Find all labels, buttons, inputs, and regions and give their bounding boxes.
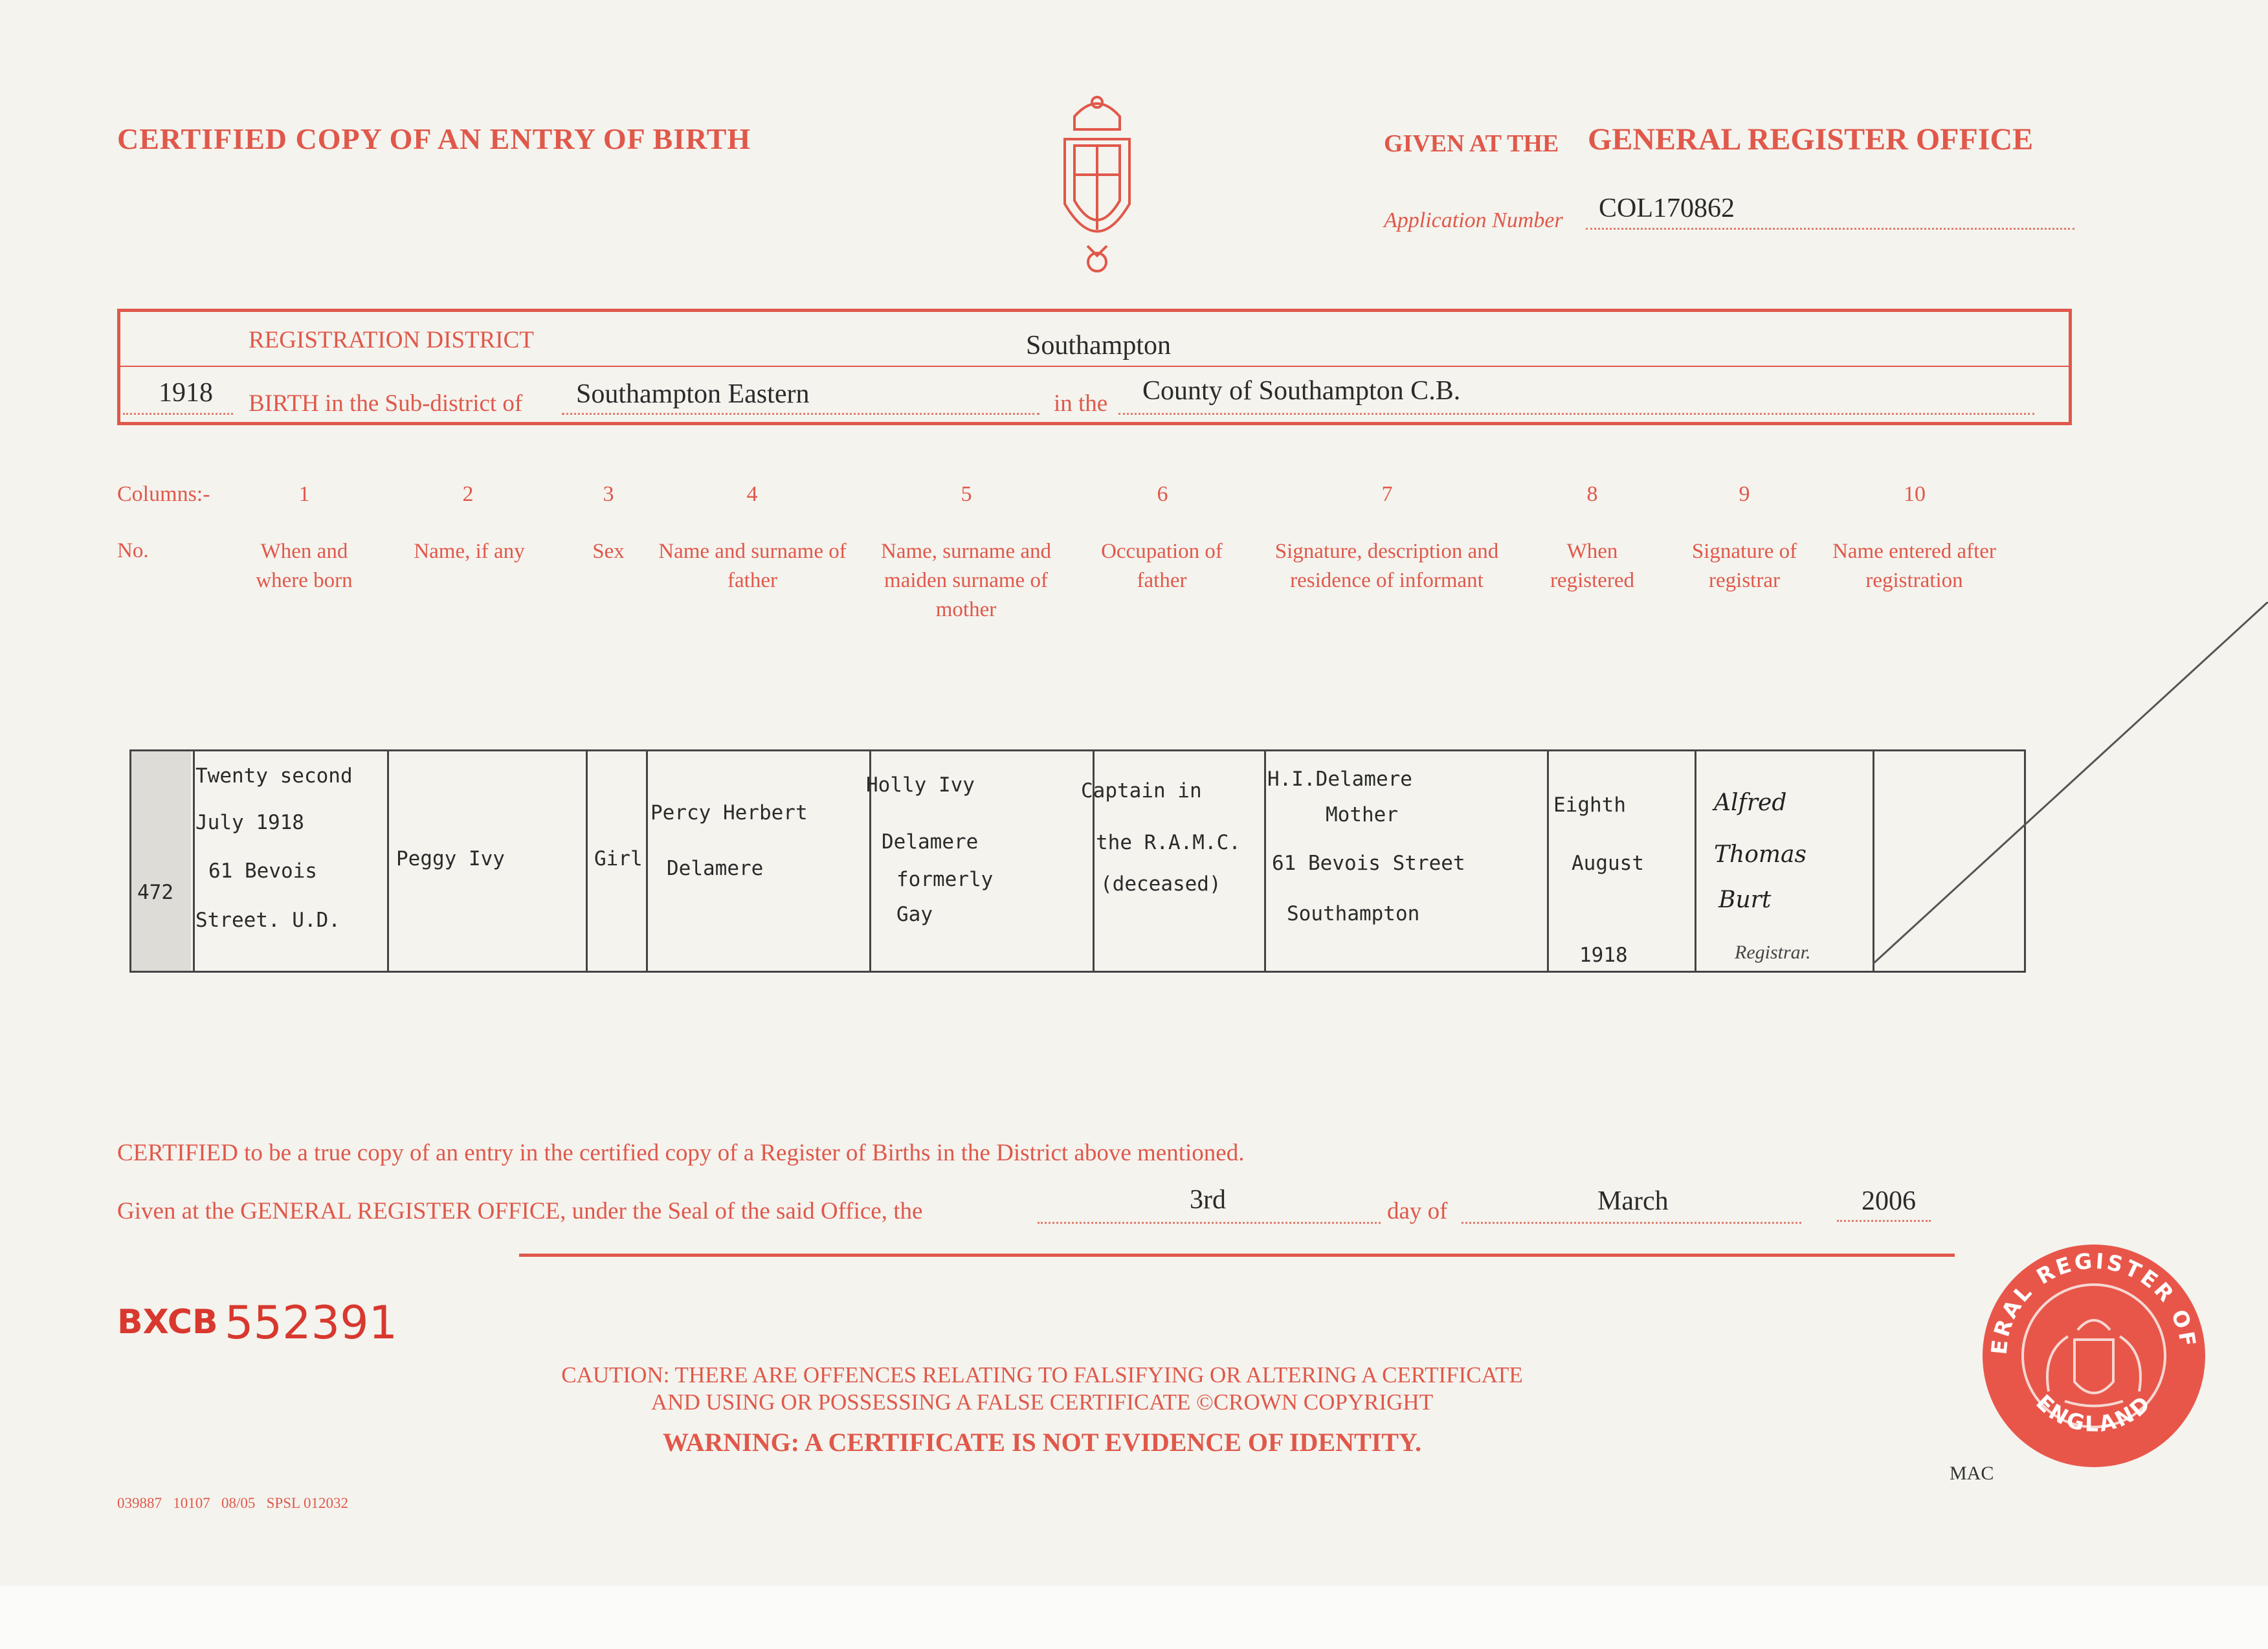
year-dotted-line	[123, 413, 233, 415]
col-when-where-born-header: When and where born	[256, 540, 353, 592]
columns-label: Columns:-	[117, 482, 210, 506]
col-name-after-registration-header: Name entered after registration	[1832, 540, 1996, 592]
registered-line: 1918	[1579, 944, 1628, 967]
col-when-registered-header: When registered	[1550, 540, 1635, 592]
scan-margin	[0, 1586, 2268, 1649]
table-border	[646, 749, 648, 973]
serial-prefix: BXCB	[117, 1303, 218, 1342]
registration-district-value: Southampton	[1026, 331, 1172, 360]
examiner-initials: MAC	[1950, 1463, 1994, 1484]
office-title: GENERAL REGISTER OFFICE	[1588, 122, 2034, 157]
sub-district-value: Southampton Eastern	[576, 379, 810, 409]
column-number: 9	[1739, 482, 1750, 506]
county-value: County of Southampton C.B.	[1142, 376, 1461, 406]
mother-name-line: formerly	[896, 868, 994, 891]
when-where-born-line: Street. U.D.	[195, 909, 340, 932]
application-number-label: Application Number	[1384, 208, 1563, 232]
seal-emblem-icon	[1981, 1243, 2207, 1469]
given-at-label: GIVEN AT THE	[1384, 130, 1559, 157]
when-where-born-line: Twenty second	[195, 764, 353, 788]
father-occupation-line: (deceased)	[1100, 872, 1221, 896]
column-number: 6	[1157, 482, 1168, 506]
col-occupation-header: Occupation of father	[1101, 540, 1223, 592]
father-name-line: Delamere	[667, 857, 764, 880]
table-border	[1547, 749, 1549, 973]
sub-district-dotted-line	[562, 413, 1040, 415]
table-border	[193, 749, 195, 973]
column-number: 5	[961, 482, 972, 506]
given-at-statement: Given at the GENERAL REGISTER OFFICE, under the Seal of the said Office, the	[117, 1198, 923, 1224]
column-number: 7	[1381, 482, 1393, 506]
table-border	[1264, 749, 1266, 973]
father-name-line: Percy Herbert	[650, 801, 808, 825]
cancellation-line	[1873, 602, 2268, 964]
in-the-label: in the	[1054, 390, 1108, 417]
column-number: 4	[746, 482, 758, 506]
column-number: 8	[1586, 482, 1598, 506]
informant-line: Southampton	[1287, 902, 1420, 925]
registered-line: August	[1572, 852, 1644, 875]
certified-statement: CERTIFIED to be a true copy of an entry in the certified copy of a Register of Births in the District above mentioned.	[117, 1140, 1245, 1166]
registrar-signature-line: Burt	[1718, 887, 1772, 913]
mother-name-line: Delamere	[882, 830, 979, 854]
informant-line: H.I.Delamere	[1267, 768, 1412, 791]
month-dotted-line	[1462, 1222, 1801, 1224]
district-divider	[120, 366, 2069, 367]
when-where-born-line: 61 Bevois	[208, 859, 317, 883]
birth-year: 1918	[159, 378, 213, 408]
serial-number: 552391	[225, 1296, 398, 1349]
col-registrar-header: Signature of registrar	[1691, 540, 1797, 592]
table-border	[129, 749, 131, 973]
mother-name-line: Gay	[896, 903, 933, 926]
certificate-title: CERTIFIED COPY OF AN ENTRY OF BIRTH	[117, 122, 751, 155]
no-column-header: No.	[117, 539, 149, 562]
issue-year: 2006	[1862, 1186, 1916, 1216]
year-issue-dotted-line	[1837, 1220, 1931, 1222]
certification-rule	[519, 1254, 1955, 1257]
caution-line-1: CAUTION: THERE ARE OFFENCES RELATING TO FALSIFYING OR ALTERING A CERTIFICATE	[561, 1362, 1523, 1388]
entry-number: 472	[137, 881, 173, 904]
table-border	[387, 749, 389, 973]
entry-number-shaded-cell	[129, 749, 191, 971]
registrar-signature-line: Alfred	[1714, 790, 1787, 816]
form-codes: 039887 10107 08/05 SPSL 012032	[117, 1495, 348, 1511]
col-name-header: Name, if any	[414, 540, 525, 563]
county-dotted-line	[1118, 413, 2034, 415]
day-of-label: day of	[1387, 1198, 1448, 1224]
registration-district-label: REGISTRATION DISTRICT	[249, 327, 534, 353]
column-number: 2	[462, 482, 474, 506]
seal-top-text: ERAL REGISTER OF	[1986, 1248, 2201, 1356]
registrar-label: Registrar.	[1735, 942, 1811, 963]
registered-line: Eighth	[1553, 793, 1626, 817]
when-where-born-line: July 1918	[195, 811, 304, 834]
informant-line: 61 Bevois Street	[1272, 852, 1465, 875]
sub-district-label: BIRTH in the Sub-district of	[249, 390, 523, 417]
issue-day: 3rd	[1190, 1185, 1226, 1215]
mother-name-line: Holly Ivy	[866, 773, 975, 797]
column-number: 3	[603, 482, 614, 506]
column-number: 10	[1904, 482, 1926, 506]
column-number: 1	[298, 482, 310, 506]
royal-coat-of-arms-icon	[1049, 91, 1146, 278]
father-occupation-line: Captain in	[1081, 779, 1202, 802]
col-mother-header: Name, surname and maiden surname of mother	[881, 540, 1051, 621]
application-number-value: COL170862	[1599, 194, 1735, 223]
seal-bottom-text: ENGLAND	[2031, 1389, 2157, 1437]
col-father-header: Name and surname of father	[658, 540, 847, 592]
col-sex-header: Sex	[592, 540, 625, 563]
issue-month: March	[1597, 1186, 1669, 1216]
table-top-border	[129, 749, 2026, 751]
child-name: Peggy Ivy	[396, 847, 505, 870]
father-occupation-line: the R.A.M.C.	[1096, 831, 1241, 854]
gro-seal	[1981, 1243, 2207, 1469]
table-border	[1695, 749, 1696, 973]
table-bottom-border	[129, 971, 2026, 973]
day-dotted-line	[1038, 1222, 1381, 1224]
registrar-signature-line: Thomas	[1714, 841, 1807, 868]
caution-line-2: AND USING OR POSSESSING A FALSE CERTIFICATE ©CROWN COPYRIGHT	[650, 1389, 1434, 1415]
col-informant-header: Signature, description and residence of informant	[1274, 540, 1499, 592]
application-dotted-line	[1586, 228, 2074, 230]
identity-warning: WARNING: A CERTIFICATE IS NOT EVIDENCE OF IDENTITY.	[662, 1428, 1422, 1457]
table-border	[586, 749, 588, 973]
child-sex: Girl	[594, 847, 643, 870]
informant-line: Mother	[1326, 803, 1398, 826]
